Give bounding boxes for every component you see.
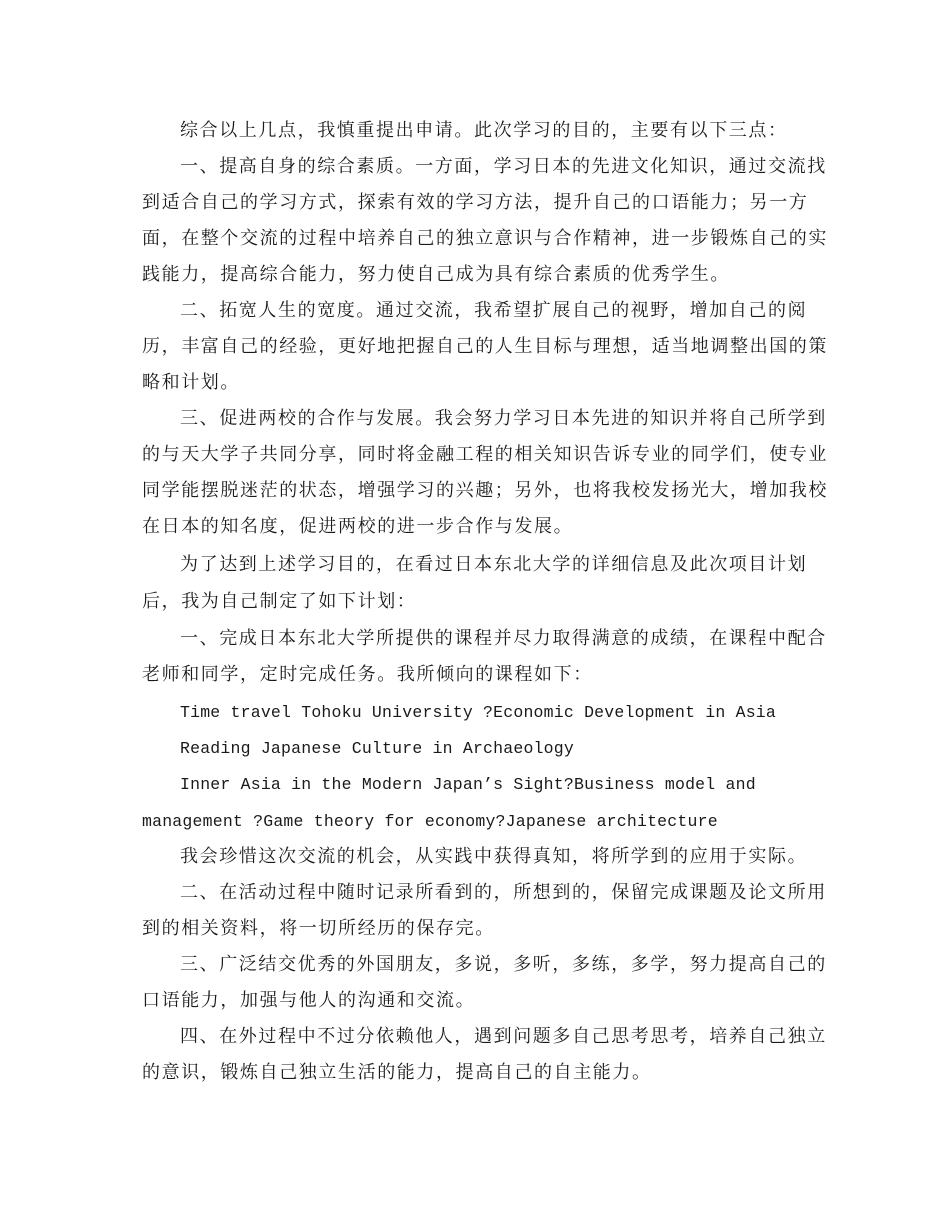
- course-line: Inner Asia in the Modern Japan’s Sight?Business model and: [180, 775, 756, 794]
- text-line: 二、在活动过程中随时记录所看到的，所想到的，保留完成课题及论文所用: [180, 882, 827, 903]
- course-line: Time travel Tohoku University ?Economic Development in Asia: [180, 703, 776, 722]
- text-line: 同学能摆脱迷茫的状态，增强学习的兴趣；另外，也将我校发扬光大，增加我校: [142, 480, 828, 501]
- text-line: 历，丰富自己的经验，更好地把握自己的人生目标与理想，适当地调整出国的策: [142, 336, 828, 357]
- text-line: 在日本的知名度，促进两校的进一步合作与发展。: [142, 516, 574, 537]
- text-line: 三、广泛结交优秀的外国朋友，多说，多听，多练，多学，努力提高自己的: [180, 954, 827, 975]
- text-line: 到的相关资料，将一切所经历的保存完。: [142, 918, 495, 939]
- text-line: 四、在外过程中不过分依赖他人，遇到问题多自己思考思考，培养自己独立: [180, 1026, 827, 1047]
- text-line: 老师和同学，定时完成任务。我所倾向的课程如下：: [142, 664, 593, 685]
- text-line: 的意识，锻炼自己独立生活的能力，提高自己的自主能力。: [142, 1062, 652, 1083]
- text-line: 综合以上几点，我慎重提出申请。此次学习的目的，主要有以下三点：: [180, 120, 788, 141]
- text-line: 我会珍惜这次交流的机会，从实践中获得真知，将所学到的应用于实际。: [180, 846, 808, 867]
- text-line: 二、拓宽人生的宽度。通过交流，我希望扩展自己的视野，增加自己的阅: [180, 300, 808, 321]
- text-line: 为了达到上述学习目的，在看过日本东北大学的详细信息及此次项目计划: [180, 554, 808, 575]
- text-line: 到适合自己的学习方式，探索有效的学习方法，提升自己的口语能力；另一方: [142, 192, 809, 213]
- text-line: 一、完成日本东北大学所提供的课程并尽力取得满意的成绩，在课程中配合: [180, 628, 827, 649]
- text-line: 面，在整个交流的过程中培养自己的独立意识与合作精神，进一步锻炼自己的实: [142, 228, 828, 249]
- text-line: 三、促进两校的合作与发展。我会努力学习日本先进的知识并将自己所学到: [180, 408, 827, 429]
- course-line: management ?Game theory for economy?Japanese architecture: [142, 812, 718, 831]
- text-line: 后，我为自己制定了如下计划：: [142, 591, 417, 612]
- text-line: 践能力，提高综合能力，努力使自己成为具有综合素质的优秀学生。: [142, 264, 730, 285]
- text-line: 一、提高自身的综合素质。一方面，学习日本的先进文化知识，通过交流找: [180, 156, 827, 177]
- text-line: 的与天大学子共同分享，同时将金融工程的相关知识告诉专业的同学们，使专业: [142, 444, 828, 465]
- course-line: Reading Japanese Culture in Archaeology: [180, 739, 574, 758]
- text-line: 略和计划。: [142, 372, 240, 393]
- text-line: 口语能力，加强与他人的沟通和交流。: [142, 990, 476, 1011]
